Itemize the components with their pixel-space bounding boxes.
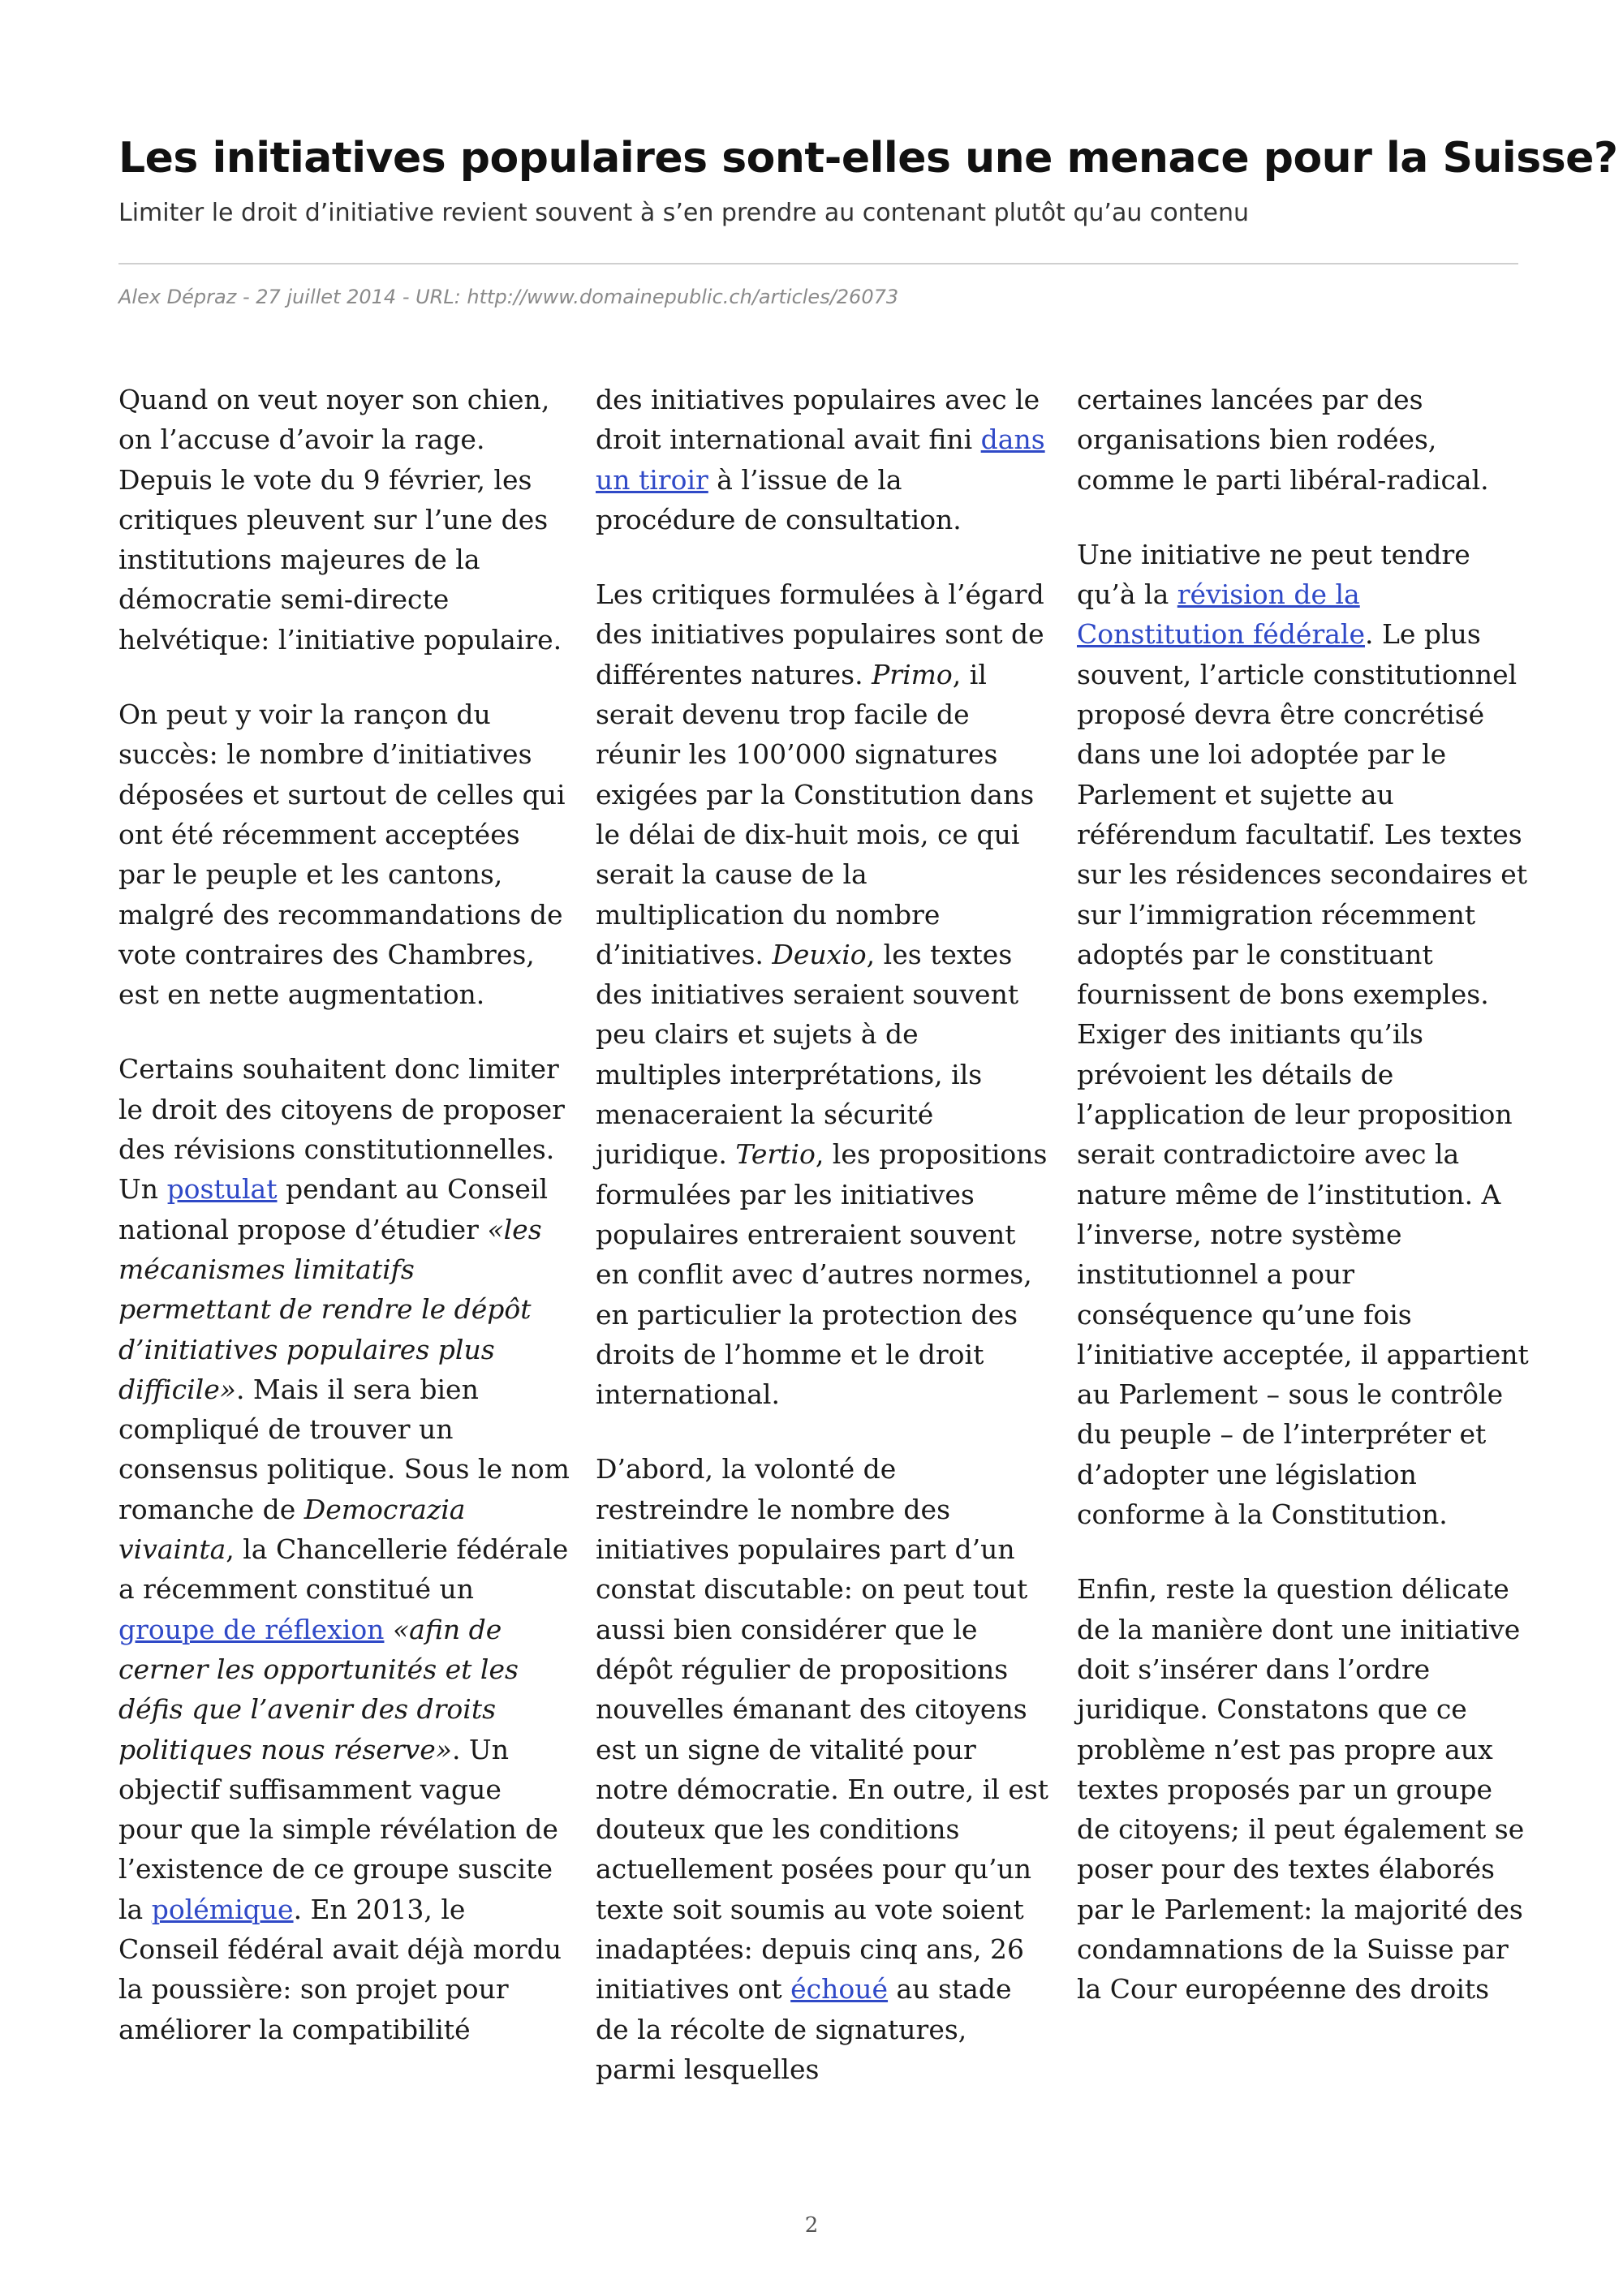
text-span: . Un objectif suffisamment vague pour que la simple révélation de l’existence de ce groupe suscite la (118, 1733, 558, 1925)
article-title: Les initiatives populaires sont-elles une menace pour la Suisse? (118, 134, 1618, 183)
paragraph: On peut y voir la rançon du succès: le nombre d’initiatives déposées et surtout de celles qui ont été récemment acceptées par le peuple et les cantons, malgré des recommandations de vote contraires des Chambres, est en nette augmentation. (118, 699, 566, 1011)
text-span: au stade de la récolte de signatures, parmi lesquelles (596, 1973, 1012, 2085)
emphasis-text: Deuxio (772, 938, 867, 970)
paragraph: Quand on veut noyer son chien, on l’accuse d’avoir la rage. Depuis le vote du 9 février, les critiques pleuvent sur l’une des institutions majeures de la démocratie semi-directe helvétique: l’initiative populaire. (118, 384, 562, 656)
article-header (118, 128, 1618, 308)
header-divider (118, 263, 1518, 264)
page-number: 2 (804, 2213, 819, 2238)
paragraph: Enfin, reste la question délicate de la manière dont une initiative doit s’insérer dans l’ordre juridique. Constatons que ce problème n’est pas propre aux textes proposés par un groupe de citoyens; il peut également se poser pour des textes élaborés par le Parlement: la majorité des condamnations de la Suisse par la Cour européenne des droits (1077, 1573, 1525, 2006)
paragraph (596, 1449, 1050, 2089)
emphasis-text: Primo (872, 658, 953, 690)
text-span: . Le plus souvent, l’article constitutionnel proposé devra être concrétisé dans une loi adoptée par le Parlement et sujette au référendum facultatif. Les textes sur les résidences secondaires et sur l’immigration récemment adoptés par le constituant fournissent de bons exemples. Exiger des initiants qu’ils prévoient les détails de l’application de leur proposition serait contradictoire avec la nature même de l’institution. A l’inverse, notre système institutionnel a pour conséquence qu’une fois l’initiative acceptée, il appartient au Parlement – sous le contrôle du peuple – de l’interpréter et d’adopter une législation conforme à la Constitution. (1077, 618, 1529, 1531)
text-span: à l’issue de la procédure de consultation. (596, 463, 962, 535)
link-groupe-de-reflexion[interactable]: groupe de réflexion (118, 1613, 385, 1645)
text-span: Les critiques formulées à l’égard des initiatives populaires sont de différentes natures. (596, 578, 1044, 690)
article-subtitle: Limiter le droit d’initiative revient souvent à s’en prendre au contenant plutôt qu’au contenu (118, 199, 1249, 227)
text-span: , les textes des initiatives seraient souvent peu clairs et sujets à de multiples interprétations, ils menaceraient la sécurité juridique. (596, 938, 1019, 1171)
paragraph (118, 1049, 573, 2049)
text-span: des initiatives populaires avec le droit international avait fini (596, 384, 1040, 456)
emphasis-text: Democrazia vivainta (118, 1493, 466, 1566)
link-echoue[interactable]: échoué (790, 1973, 889, 2006)
column-3 (1077, 380, 1531, 2010)
text-span: , il serait devenu trop facile de réunir les 100’000 signatures exigées par la Constitution dans le délai de dix-huit mois, ce qui serait la cause de la multiplication du nombre d’initiatives. (596, 658, 1035, 970)
quote-text: «afin de cerner les opportunités et les défis que l’avenir des droits politiques nous réserve» (118, 1613, 519, 1765)
quote-text: «les mécanismes limitatifs permettant de rendre le dépôt d’initiatives populaires plus difficile» (118, 1213, 542, 1405)
column-2 (596, 380, 1050, 2089)
link-dans-un-tiroir[interactable]: dans un tiroir (596, 424, 1045, 496)
text-span: pendant au Conseil national propose d’étudier (118, 1173, 549, 1245)
text-span: Une initiative ne peut tendre qu’à la (1077, 538, 1470, 611)
text-span: Certains souhaitent donc limiter le droit des citoyens de proposer des révisions constitutionnelles. Un (118, 1053, 565, 1206)
paragraph (1077, 535, 1531, 1534)
link-revision-constitution[interactable]: révision de la Constitution fédérale (1077, 578, 1365, 651)
paragraph: certaines lancées par des organisations bien rodées, comme le parti libéral-radical. (1077, 384, 1489, 496)
text-span: D’abord, la volonté de restreindre le nombre des initiatives populaires part d’un constat discutable: on peut tout aussi bien considérer que le dépôt régulier de propositions nouvelles émanant des citoyens est un signe de vitalité pour notre démocratie. En outre, il est douteux que les conditions actuellement posées pour qu’un texte soit soumis au vote soient inadaptées: depuis cinq ans, 26 initiatives ont (596, 1453, 1049, 2006)
link-polemique[interactable]: polémique (151, 1893, 294, 1925)
text-span: , les propositions formulées par les initiatives populaires entreraient souvent en conflit avec d’autres normes, en particulier la protection des droits de l’homme et le droit international. (596, 1138, 1048, 1411)
text-span: . Mais il sera bien compliqué de trouver un consensus politique. Sous le nom romanche de (118, 1373, 570, 1525)
text-span (384, 1614, 393, 1645)
text-span: . En 2013, le Conseil fédéral avait déjà mordu la poussière: son projet pour améliorer la compatibilité (118, 1893, 562, 2045)
link-postulat[interactable]: postulat (166, 1173, 278, 1206)
paragraph (596, 380, 1050, 540)
column-1 (118, 380, 573, 2049)
emphasis-text: Tertio (735, 1138, 816, 1171)
paragraph (596, 574, 1050, 1414)
article-meta: Alex Dépraz - 27 juillet 2014 - URL: http://www.domainepublic.ch/articles/26073 (118, 286, 899, 308)
text-span: , la Chancellerie fédérale a récemment constitué un (118, 1533, 569, 1606)
